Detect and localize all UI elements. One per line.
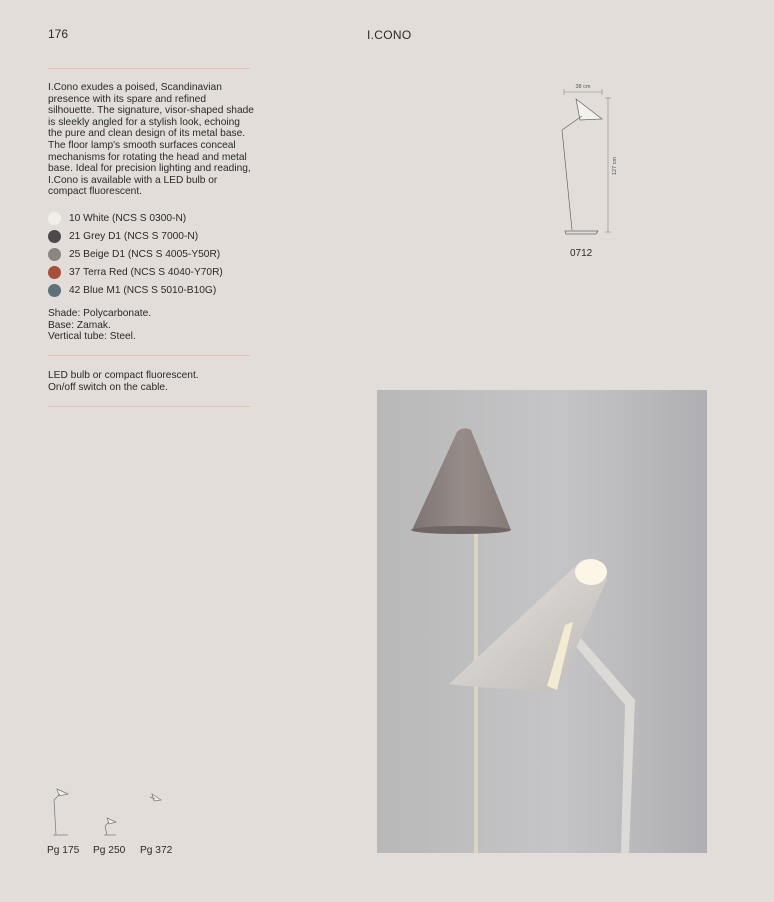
height-dimension: 127 cm (612, 156, 618, 176)
divider (48, 68, 250, 69)
materials-block (48, 308, 151, 343)
page-title: I.CONO (367, 28, 412, 42)
page-number: 176 (48, 27, 69, 41)
color-label: 21 Grey D1 (NCS S 7000-N) (69, 230, 199, 242)
color-option (48, 281, 278, 299)
color-option (48, 209, 278, 227)
color-swatch-blue (48, 284, 61, 297)
divider (48, 406, 250, 407)
color-swatch-grey (48, 230, 61, 243)
thumbnail-wall-lamp[interactable] (150, 794, 161, 801)
width-dimension: 38 cm (575, 84, 591, 90)
color-option (48, 263, 278, 281)
related-page-link[interactable]: Pg 175 (47, 845, 80, 856)
thumbnail-table-lamp[interactable] (104, 818, 116, 835)
model-code: 0712 (570, 248, 593, 259)
material-tube: Vertical tube: Steel. (48, 331, 136, 343)
note-bulb: LED bulb or compact fluorescent. (48, 370, 199, 381)
related-product-thumbnails (44, 783, 194, 841)
color-swatch-white (48, 212, 61, 225)
color-swatch-beige (48, 248, 61, 261)
note-switch: On/off switch on the cable. (48, 381, 168, 393)
divider (48, 355, 250, 356)
notes-block (48, 370, 199, 393)
related-page-link[interactable]: Pg 372 (140, 845, 173, 856)
thumbnail-floor-lamp[interactable] (53, 789, 68, 835)
color-label: 25 Beige D1 (NCS S 4005-Y50R) (69, 248, 221, 260)
color-swatch-terra-red (48, 266, 61, 279)
color-label: 10 White (NCS S 0300-N) (69, 212, 187, 224)
color-option (48, 245, 278, 263)
lamp-dimension-drawing (540, 80, 640, 240)
material-shade: Shade: Polycarbonate. (48, 308, 152, 319)
product-photo (377, 390, 707, 853)
related-page-link[interactable]: Pg 250 (93, 845, 126, 856)
color-label: 37 Terra Red (NCS S 4040-Y70R) (69, 266, 223, 278)
color-options-list (48, 209, 278, 299)
color-label: 42 Blue M1 (NCS S 5010-B10G) (69, 284, 217, 296)
color-option (48, 227, 278, 245)
product-description: I.Cono exudes a poised, Scandinavian presence with its spare and refined silhouette. The signature, visor-shaped shade is sleekly angled for a stylish look, echoing the pure and clean design of its metal base. The floor lamp's smooth surfaces conceal mechanisms for rotating the head and metal base. Ideal for precision lighting and reading, I.Cono is available with a LED bulb or compact fluorescent. (48, 82, 254, 198)
material-base: Base: Zamak. (48, 319, 111, 331)
